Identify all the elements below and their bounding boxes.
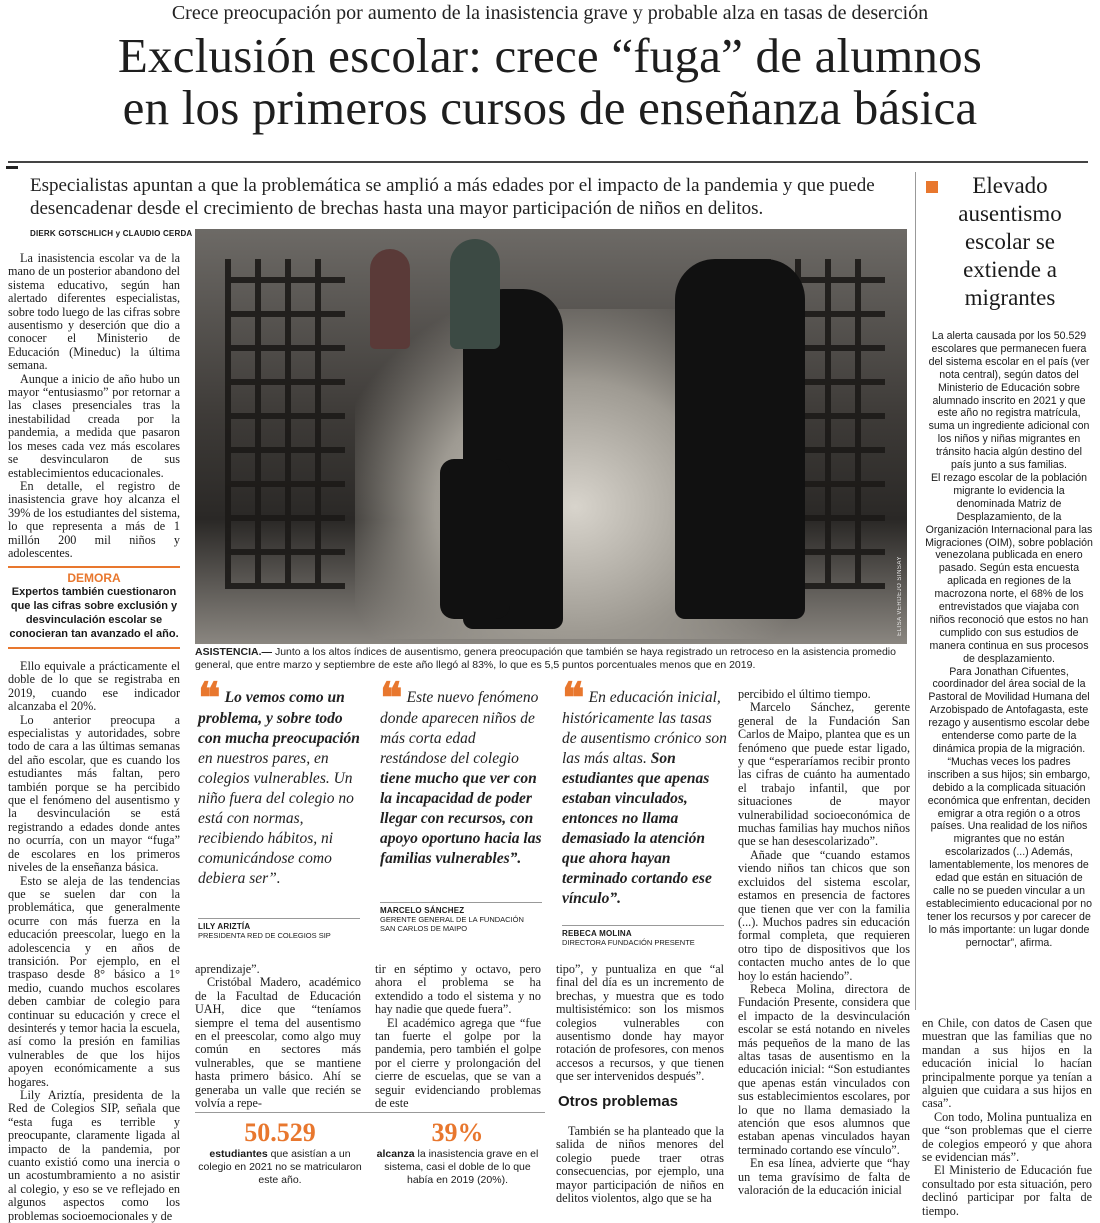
section-heading-otros: Otros problemas: [558, 1093, 679, 1110]
column-2-text: [195, 963, 361, 1110]
column-6-text: [922, 1017, 1092, 1218]
photo-credit: ELISA VERDEJO SINSAY: [897, 556, 903, 636]
stat-1-text: que asistían a un colegio en 2021 no se matricularon este año.: [198, 1148, 362, 1186]
quote-1-text: en nuestros pares, en colegios vulnerables. Un niño fuera del colegio no está con normas, recibiendo hábitos, ni comunicándose como debiera ser”.: [198, 750, 354, 887]
paragraph: Rebeca Molina, directora de Fundación Presente, considera que el impacto de la desvinculación escolar se está notando en niveles más pequeños de la mano de las altas tasas de ausentismo en la educación inicial: “Son estudiantes que apenas están vinculados con sus establecimientos escolares, por lo que no llama demasiado la atención que esos alumnos que estaban apenas vinculados hayan terminado cortando ese vínculo”.: [738, 981, 910, 1157]
quote-2-attribution: [380, 906, 540, 933]
paragraph: Ello equivale a prácticamente el doble de lo que se registraba en 2019, cuando ese indicador alcanzaba el 20%.: [8, 659, 180, 714]
photo-gate-left: [225, 259, 345, 589]
divider: [562, 925, 724, 926]
quote-2-name: MARCELO SÁNCHEZ: [380, 906, 465, 915]
paragraph: También se ha planteado que la salida de niños menores del colegio puede traer otras consecuencias, por ejemplo, una mayor participación de niños en delitos violentos, algo que se ha: [556, 1124, 724, 1206]
header-rule: [8, 161, 1088, 163]
quote-1-bold: Lo vemos como un problema, y sobre todo con mucha preocupación: [198, 689, 360, 747]
sidebar-text: [925, 330, 1093, 950]
bullet-mark: [6, 166, 18, 169]
photo-student-background-2: [450, 239, 500, 349]
caption-label: ASISTENCIA.—: [195, 646, 273, 658]
kicker: Crece preocupación por aumento de la inasistencia grave y probable alza en tasas de deserción: [171, 2, 929, 24]
quote-2-bold: tiene mucho que ver con la incapacidad de poder llegar con recursos, con apoyo opor: [380, 770, 537, 847]
quote-3-name: REBECA MOLINA: [562, 929, 632, 938]
subhead: [30, 174, 890, 220]
paragraph: El académico agrega que “fue tan fuerte el golpe por la pandemia, pero también el golpe por el cierre y prolongación del cierre de escuelas, que se van a seguir evidenciando problemas de este: [375, 1015, 541, 1111]
demora-label: DEMORA: [67, 571, 121, 585]
photo-suitcase-silhouette: [440, 459, 510, 619]
stat-1-number: 50.529: [244, 1118, 316, 1147]
quote-2-text: Este nuevo fenómeno donde aparecen niños de más corta edad restándose del colegio: [380, 689, 539, 767]
column-1-top: [8, 252, 180, 560]
stat-2-label: [375, 1148, 540, 1187]
paragraph: En esa línea, advierte que “hay un tema gravísimo de falta de valoración de la educación inicial: [738, 1156, 910, 1198]
article-photo: [195, 229, 907, 644]
quote-2-role: GERENTE GENERAL DE LA FUNDACIÓN SAN CARLOS DE MAIPO: [380, 915, 524, 933]
column-3-text: [375, 963, 541, 1110]
stat-2-bold: alcanza: [376, 1148, 415, 1160]
paragraph: La inasistencia escolar va de la mano de un posterior abandono del sistema educativo, según han alertado diferentes especialistas, sobre todo luego de las cifras sobre ausentismo y deserción que dio a conocer el Ministerio de Educación (Mineduc) la última semana.: [8, 251, 180, 373]
paragraph: percibido el último tiempo.: [738, 687, 871, 701]
quote-1-attribution: [198, 922, 368, 940]
paragraph: El rezago escolar de la población migrante lo evidencia la denominada Matriz de Desplazamiento, de la Organización Internacional para las Migraciones (OIM), sobre población venezolana publicada en enero pasado. Según esta encuesta aplicada en regiones de la macrozona norte, el 68% de los entrevistados que viajaba con niños reconoció que estos no han cumplido con sus estudios de manera continua en sus procesos de desplazamiento.: [925, 471, 1093, 665]
orange-square-icon: [926, 181, 938, 193]
subhead-text: Especialistas apuntan a que la problemática se amplió a más edades por el impacto de la pandemia y que puede desencadenar desde el crecimiento de brechas hasta una mayor participación de niños en delitos.: [30, 175, 875, 219]
stat-1-bold: estudiantes: [209, 1148, 268, 1160]
quote-mark-icon: ❝: [380, 676, 403, 722]
stats-rule: [195, 1112, 545, 1113]
sidebar-title-text: Elevado ausentismo escolar se extiende a migrantes: [958, 173, 1062, 310]
headline: [0, 30, 1100, 134]
quote-3-text: En educación inicial, históricamente las tasas de ausentismo crónico son las más altas.: [562, 689, 727, 767]
paragraph: Con todo, Molina puntualiza en que “son problemas que el cierre de colegios empeoró y que ahora se evidencian más”.: [922, 1109, 1092, 1165]
divider: [380, 902, 542, 903]
stat-1-label: [195, 1148, 365, 1187]
column-4-text: [556, 963, 724, 1084]
sidebar-divider: [915, 172, 916, 1010]
quote-3-attribution: [562, 929, 732, 947]
demora-text: Expertos también cuestionaron que las cifras sobre exclusión y desvinculación escolar se conocieran tan avanzado el año.: [9, 586, 179, 640]
quote-3-role: DIRECTORA FUNDACIÓN PRESENTE: [562, 938, 695, 947]
photo-student-background-1: [370, 249, 410, 349]
paragraph: En detalle, el registro de inasistencia grave hoy alcanza el 39% de los estudiantes del sistema, lo que representa a más de 1 millón 200 mil niños y adolescentes.: [8, 478, 180, 560]
byline: DIERK GOTSCHLICH y CLAUDIO CERDA: [30, 229, 193, 238]
stat-1: [195, 1118, 365, 1187]
quote-2-end: tuno hacia las familias vulnerables”.: [380, 830, 542, 867]
stat-2-number: 39%: [431, 1118, 484, 1147]
otros-text: [556, 1125, 724, 1205]
column-5-text: [738, 688, 910, 1197]
paragraph: Añade que “cuando estamos viendo niños tan chicos que son excluidos del sistema escolar, estamos en presencia de factores que tienen que ver con la familia (...). Muchos padres sin educación formal completa, que requieren otro tipo de dispositivos que los contacten mucho antes de lo que hoy lo están haciendo”.: [738, 847, 910, 983]
quote-3-end: ”.: [609, 890, 621, 907]
paragraph: tipo”, y puntualiza en que “al final del día es un incremento de brechas, y muestra que es todo multisistémico: son los mismos colegios vulnerables con ausentismo donde hay mayor rotación de profesores, con menos accesos a recursos, y que tienen que ser intervenidos después”.: [556, 962, 724, 1084]
demora-callout: [8, 566, 180, 649]
quote-3: [562, 676, 728, 909]
paragraph: en Chile, con datos de Casen que muestran que las familias que no mandan a sus hijos en la educación inicial lo hacían principalmente porque ya tenían a alguien que cuidara a sus hijos en casa”.: [922, 1016, 1092, 1111]
quote-1-name: LILY ARIZTÍA: [198, 922, 251, 931]
paragraph: El Ministerio de Educación fue consultado por esta situación, pero declinó participar por falta de tiempo.: [922, 1163, 1092, 1218]
quote-mark-icon: ❝: [562, 676, 585, 722]
paragraph: Lily Ariztía, presidenta de la Red de Colegios SIP, señala que “esta fuga es terrible y preocupante, claramente ligada al impacto de la pandemia, por cuanto existió como una inercia o un acostumbramiento a no asistir al colegio, y eso se ve reflejado en algunos aspectos como los problemas socioemocionales y de: [8, 1088, 180, 1223]
divider: [198, 918, 360, 919]
stat-2: [375, 1118, 540, 1187]
photo-caption: [195, 646, 907, 672]
paragraph: tir en séptimo y octavo, pero ahora el problema se ha extendido a todo el sistema y no hay nadie que quede fuera”.: [375, 962, 541, 1017]
paragraph: Lo anterior preocupa a especialistas y autoridades, sobre todo de cara a las últimas semanas del año escolar, que es cuando los estudiantes más faltan, pero también porque se ha percibido que el fenómeno del ausentismo y la desvinculación se está registrando a edades donde antes no ocurría, con un mayor “fuga” de escolares en los primeros niveles de la enseñanza básica.: [8, 712, 180, 875]
paragraph: Cristóbal Madero, académico de la Facultad de Educación UAH, dice que “teníamos siempre el tema del ausentismo en el preescolar, como algo muy común en sectores más vulnerables, que se mantiene hasta primero básico. Ahí se generaba un valle que recién se volvía a repe-: [195, 975, 361, 1111]
quote-2: [380, 676, 542, 869]
quote-1-role: PRESIDENTA RED DE COLEGIOS SIP: [198, 931, 331, 940]
caption-text: Junto a los altos índices de ausentismo, genera preocupación que también se haya registrado un retroceso en la asistencia promedio general, que entre marzo y septiembre de este año llegó al 83%, lo que es 5,5 puntos porcentuales menos que en 2019.: [195, 646, 896, 671]
column-1-bottom: [8, 660, 180, 1223]
quote-1: [198, 676, 360, 889]
paragraph: Esto se aleja de las tendencias que se suelen dar con la problemática, que generalmente ocurre con más fuerza en la educación preescolar, luego en la adolescencia y en años de transición. Por ejemplo, en el traspaso desde 8° básico a 1° medio, cuando muchos escolares deben cambiar de colegio para continuar su educación y crece el desinterés y temor hacia la escuela, así como la presión en familias vulnerables de que los hijos apoyen económicamente a sus hogares.: [8, 873, 180, 1089]
photo-adult-silhouette: [675, 259, 805, 619]
quote-mark-icon: ❝: [198, 676, 221, 722]
paragraph: Para Jonathan Cifuentes, coordinador del área social de la Pastoral de Movilidad Humana del Arzobispado de Antofagasta, este rezago y ausentismo escolar debe entenderse como parte de la dinámica propia de la migración. “Muchas veces los padres inscriben a sus hijos; sin embargo, debido a la complicada situación económica que enfrentan, deciden emigrar a otra región o a otros países. Una realidad de los niños migrantes que no están escolarizados (...) Además, lamentablemente, los menores de edad que están en situación de calle no se pueden vincular a un establecimiento educacional por no tener los recursos y por carecer de lo más importante: un lugar donde pernoctar”, afirma.: [925, 665, 1093, 949]
paragraph: aprendizaje”.: [195, 962, 260, 976]
quote-3-bold: Son estudiantes que apenas estaban vinculados, entonces no llama demasiado la atención que ahora hayan terminado cortando ese vínculo: [562, 750, 712, 907]
headline-line-2: en los primeros cursos de enseñanza básica: [122, 80, 978, 135]
paragraph: Marcelo Sánchez, gerente general de la Fundación San Carlos de Maipo, plantea que es un fenómeno que puede estar ligado, y que “esperaríamos recibir pronto las cifras de cuánto ha aumentado el trabajo infantil, que por situaciones de mayor vulnerabilidad socioeconómica de muchas familias hay muchos niños que se han desescolarizado”.: [738, 700, 910, 849]
headline-line-1: Exclusión escolar: crece “fuga” de alumnos: [117, 28, 983, 83]
paragraph: La alerta causada por los 50.529 escolares que permanecen fuera del sistema escolar en el país (ver nota central), según datos del Ministerio de Educación sobre alumnado inscrito en 2021 y que este año no registra matrícula, suma un ingrediente adicional con los niños y niñas migrantes en tránsito hacia algún destino del país junto a sus familias.: [928, 330, 1090, 472]
stat-2-text: la inasistencia grave en el sistema, casi el doble de lo que había en 2019 (20%).: [384, 1148, 539, 1186]
sidebar-title: [930, 172, 1090, 312]
paragraph: Aunque a inicio de año hubo un mayor “entusiasmo” por retornar a las clases presenciales tras la inestabilidad creada por la pandemia, a medida que pasaron los meses cada vez más escolares se desvincularon de sus establecimientos educacionales.: [8, 371, 180, 480]
